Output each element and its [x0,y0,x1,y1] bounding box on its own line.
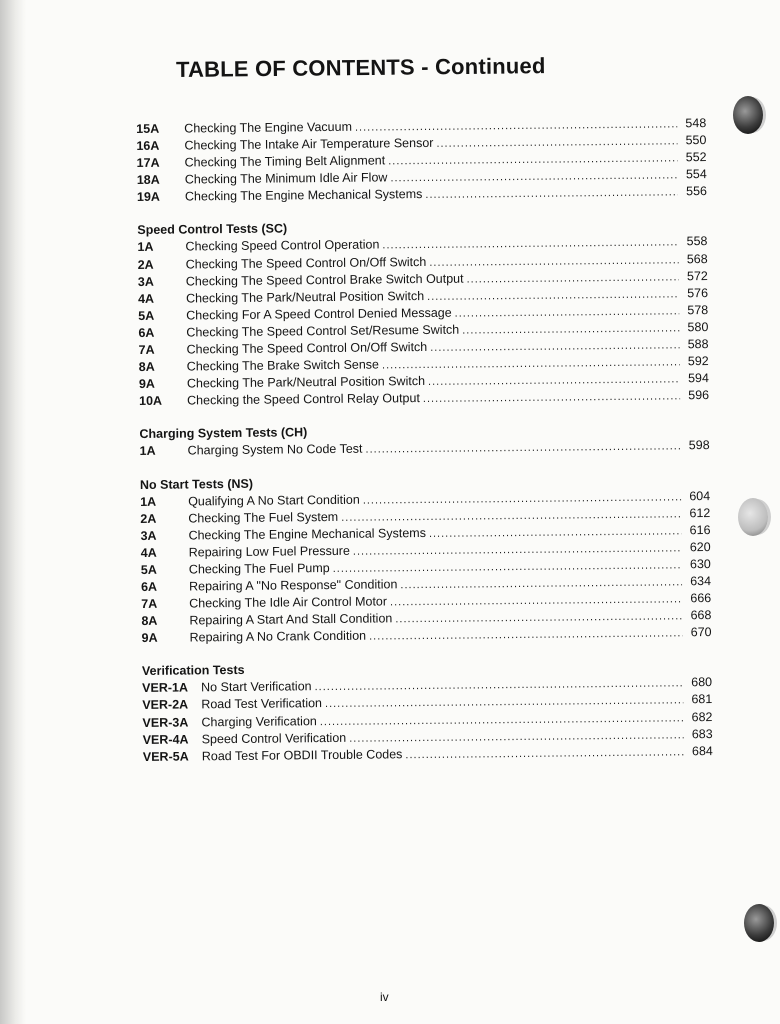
entry-page: 552 [685,150,707,165]
entry-page: 580 [687,319,709,335]
entry-code: 10A [139,394,163,409]
toc-group-charging [139,420,709,460]
group-heading: Speed Control Tests (SC) [137,221,288,238]
entry-title: Repairing A No Crank Condition [189,628,367,645]
entry-title: Checking The Speed Control On/Off Switch [186,339,428,357]
entry-title: Checking The Fuel Pump [188,560,330,577]
group-heading: Verification Tests [141,663,245,679]
entry-code: 8A [141,613,158,629]
dot-leader [466,269,678,288]
entry-title: Checking The Engine Vacuum [184,119,353,136]
entry-code: 2A [140,511,157,526]
entry-title: Checking The Park/Neutral Position Switch [185,288,425,306]
entry-page: 680 [691,675,713,690]
entry-page: 594 [687,371,709,386]
entry-page: 612 [689,505,711,520]
entry-page: 568 [686,251,708,266]
entry-code: 6A [138,325,155,340]
entry-page: 592 [687,354,709,369]
entry-title: Checking The Engine Mechanical Systems [184,187,423,204]
entry-title: Checking Speed Control Operation [185,237,380,254]
entry-title: Checking The Park/Neutral Position Switch [186,374,426,391]
entry-title: Checking The Speed Control Set/Resume Switch [186,322,460,340]
footer-page-number: iv [380,990,389,1004]
toc-group-speed-control [137,216,709,410]
entry-code: 1A [140,494,157,509]
binder-hole-icon [744,904,774,942]
entry-code: 15A [136,121,160,136]
toc-list [136,98,713,782]
entry-title: Checking The Brake Switch Sense [186,357,380,374]
entry-page: 616 [689,522,711,537]
dot-leader [423,389,680,409]
entry-title: Checking For A Speed Control Denied Message [186,305,452,323]
entry-page: 684 [691,743,713,758]
entry-title: Speed Control Verification [201,730,347,746]
entry-code: 1A [139,444,156,459]
entry-page: 670 [690,625,712,640]
dot-leader [369,626,683,646]
entry-code: 7A [138,342,155,358]
entry-page: 668 [690,608,712,623]
entry-page: 578 [687,302,709,318]
entry-page: 683 [691,726,713,741]
entry-code: VER-3A [142,715,189,730]
entry-title: Road Test For OBDII Trouble Codes [201,746,403,764]
entry-page: 548 [685,116,707,131]
entry-code: VER-2A [142,697,189,713]
entry-title: Checking The Speed Control On/Off Switch [185,254,427,272]
entry-page: 556 [686,184,708,199]
entry-page: 588 [687,337,709,352]
entry-code: 9A [138,377,155,392]
entry-title: Repairing A "No Response" Condition [188,577,398,594]
entry-code: 9A [141,631,158,646]
entry-title: Road Test Verification [201,696,323,712]
dot-leader [365,439,680,459]
entry-code: 8A [138,359,155,375]
entry-code: 4A [137,291,155,306]
entry-title: Repairing A Start And Stall Condition [189,611,393,628]
entry-page: 550 [685,133,707,148]
entry-page: 682 [691,709,713,724]
entry-code: 2A [137,257,154,272]
entry-page: 634 [690,573,712,589]
entry-code: 19A [136,190,160,205]
entry-title: Checking The Minimum Idle Air Flow [184,170,388,187]
group-heading: No Start Tests (NS) [139,476,254,492]
toc-group-no-start [140,471,712,648]
entry-page: 666 [690,591,712,606]
entry-page: 620 [689,539,711,555]
entry-code: 1A [137,240,154,255]
binder-hole-icon [738,498,768,536]
entry-code: 3A [137,274,154,289]
entry-page: 572 [686,268,708,283]
entry-title: Charging Verification [201,713,317,729]
entry-code: 18A [136,173,160,188]
entry-code: 4A [140,545,157,560]
scan-shadow-edge [0,0,26,1024]
entry-code: 7A [141,596,158,612]
toc-group-engine [136,98,707,206]
entry-title: Qualifying A No Start Condition [188,492,360,508]
group-heading: Charging System Tests (CH) [139,425,308,442]
entry-page: 576 [687,285,709,300]
entry-page: 596 [688,388,710,403]
entry-page: 604 [689,488,711,503]
dot-leader [405,744,684,764]
entry-code: 17A [136,155,160,171]
entry-title: Checking The Intake Air Temperature Sensor [184,135,434,153]
entry-code: 5A [138,308,155,323]
entry-title: Checking The Speed Control Brake Switch Output [185,271,464,289]
entry-title: Checking The Fuel System [188,509,339,526]
entry-title: Repairing Low Fuel Pressure [188,543,350,560]
entry-code: VER-4A [142,732,189,747]
entry-page: 681 [691,692,713,707]
entry-title: Checking the Speed Control Relay Output [187,391,420,408]
entry-page: 558 [686,234,708,249]
dot-leader [425,185,678,205]
toc-group-verification [142,657,713,765]
entry-code: 16A [136,138,160,154]
entry-code: 3A [140,528,157,543]
entry-page: 598 [688,438,710,453]
entry-page: 630 [689,556,711,572]
entry-title: Checking The Engine Mechanical Systems [188,525,426,543]
binder-hole-icon [733,96,763,134]
entry-code: 6A [140,579,158,594]
page-title: TABLE OF CONTENTS - Continued [175,53,546,82]
entry-code: 5A [140,562,157,577]
entry-title: No Start Verification [201,679,312,695]
entry-code: VER-1A [142,680,189,696]
entry-page: 554 [685,167,707,182]
entry-title: Checking The Timing Belt Alignment [184,153,386,170]
entry-title: Charging System No Code Test [187,442,363,458]
entry-title: Checking The Idle Air Control Motor [189,594,388,611]
entry-code: VER-5A [142,749,189,764]
